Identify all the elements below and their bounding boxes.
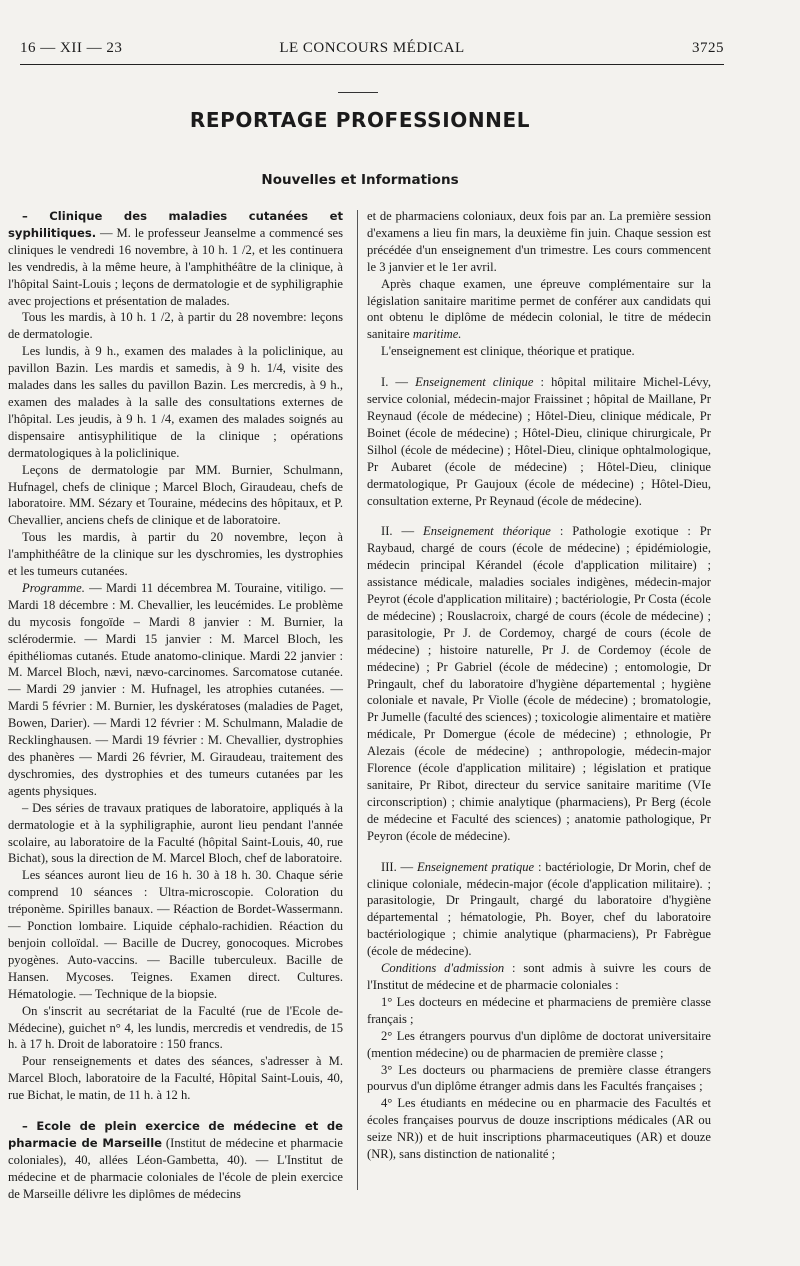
paragraph-text: : hôpital militaire Michel-Lévy, service colonial, médecin-major Fraissinet ; hôpital de Maillane, Pr Reynaud (école de médecine) ; Hôtel-Dieu, clinique médicale, Pr Boinet (école de médecine) ; Hôtel-Dieu, clinique chirurgicale, Pr Silhol (école de médecine) ; Hôtel-Dieu, clinique ophtalmologique, Pr Aubaret (école de médecine) ; Hôtel-Dieu, clinique dermatologique, Pr Gaujoux (école de médecine) ; Hôtel-Dieu, consultation externe, Pr Reynaud (école de médecine). — [367, 375, 712, 508]
left-column — [8, 208, 343, 1203]
paragraph-text: : Pathologie exotique : Pr Raybaud, chargé de cours (école de médecine) ; épidémiologie, médecin principal Kérandel (école d'application militaire) ; assistance médicale, maladies sociales indigènes, médecin-major Peyrot (école d'application militaire) ; bactériologie, Pr Costa (école de médecine) ; Rouslacroix, chargé de cours (école de médecine) ; parasitologie, Pr J. de Cordemoy, chargé de cours (école de médecine) ; histoire naturelle, Pr J. de Cordemoy (école de médecine) ; Pr Gabriel (école de médecine) ; entomologie, Dr Pringault, chef du laboratoire d'hygiène départemental ; hygiène coloniale et navale, Pr Violle (école de médecine) ; bromatologie, Pr Jumelle (faculté des sciences) ; toxicologie alimentaire et matière médicale, Pr Domergue (école de médecine) ; ethnologie, Pr Alezais (école de médecine) ; anthropologie, médecin-major Florence (école d'application militaire) ; législation et pratique sanitaire, Pr Ribot, directeur du service sanitaire maritime (VIe circonscription) ; chimie analytique (pharmaciens), Pr Berg (école de médecine et Faculté des sciences) ; anatomie pathologique, Pr Peyron (école de médecine). — [367, 524, 712, 843]
paragraph: Leçons de dermatologie par MM. Burnier, Schulmann, Hufnagel, chefs de clinique ; Marcel Bloch, Giraudeau, chefs de laboratoire. MM. Sézary et Touraine, médecins des hôpitaux, et P. Chevallier, anciens chefs de clinique et de laboratoire. — [8, 462, 343, 528]
paragraph: On s'inscrit au secrétariat de la Faculté (rue de l'Ecole de-Médecine), guichet n° 4, les lundis, mercredis et vendredis, de 15 h. à 17 h. Droit de laboratoire : 150 francs. — [8, 1003, 343, 1052]
paragraph — [367, 859, 711, 960]
list-item: 4° Les étudiants en médecine ou en pharmacie des Facultés et écoles françaises pourvus de douze inscriptions médicales (AR ou seize NR)) et de huit inscriptions pharmaceutiques (AR) et douze (NR), sans distinction de nationalité ; — [367, 1096, 711, 1162]
list-item: 2° Les étrangers pourvus d'un diplôme de doctorat universitaire (mention médecine) ou de pharmacien de première classe ; — [367, 1028, 711, 1060]
right-column — [367, 208, 711, 1163]
paragraph: – Des séries de travaux pratiques de laboratoire, appliqués à la dermatologie et à la syphiligraphie, auront lieu pendant l'année scolaire, au laboratoire de la Faculté (hôpital Saint-Louis, 40, rue Bichat), sous la direction de M. Marcel Bloch, chef de laboratoire. — [8, 800, 343, 866]
paragraph-text: — Mardi 11 décembrea M. Touraine, vitiligo. — Mardi 18 décembre : M. Chevallier, les leucémides. Le problème du mycosis fongoïde – Mardi 8 janvier : M. Burnier, la sclérodermie. — Mardi 15 janvier : M. Marcel Bloch, les épithéliomas cutanés. Etude anatomo-clinique. Mardi 22 janvier : M. Marcel Bloch, nævi, nævo-carcinomes. Sarcomatose cutanée. — Mardi 29 janvier : M. Hufnagel, les atrophies cutanées. — Mardi 5 février : M. Burnier, les dyskératoses (maladies de Paget, Bowen, Darier). — Mardi 12 février : M. Schulmann, Maladie de Recklinghausen. — Mardi 19 février : M. Chevallier, dystrophies des phanères — Mardi 26 février, M. Giraudeau, traitement des dyschromies, des dystrophies et des tumeurs cutanées par les agents physiques. — [8, 580, 343, 798]
paragraph-text: : bactériologie, Dr Morin, chef de clinique coloniale, médecin-major (école d'application militaire). ; parasitologie, Dr Pringault, chargé du laboratoire d'hygiène départemental ; hématologie, Ph. Boyer, chef du laboratoire bactériologique ; chimie analytique (pharmaciens), Pr Fabrègue (école de médecine). — [367, 859, 712, 959]
journal-title: LE CONCOURS MÉDICAL — [279, 40, 465, 56]
paragraph: Les séances auront lieu de 16 h. 30 à 18 h. 30. Chaque série comprend 10 séances : Ultra-microscopie. Coloration du tréponème. Spirilles banaux. — Réaction de Bordet-Wassermann. — Ponction lombaire. Liquide céphalo-rachidien. Réaction du benjoin colloïdal. — Bacille de Ducrey, gonocoques. Microbes pyogènes. Auto-vaccins. — Bacille tuberculeux. Bacille de Hansen. Mycoses. Teignes. Examen direct. Cultures. Hématologie. — Technique de la biopsie. — [8, 868, 343, 1001]
list-item: 1° Les docteurs en médecine et pharmaciens de première classe français ; — [367, 994, 711, 1026]
paragraph-text: : sont admis à suivre les cours de l'Institut de médecine et de pharmacie coloniales : — [367, 961, 711, 992]
paragraph-text: — M. le professeur Jeanselme a commencé ses cliniques le vendredi 16 novembre, à 10 h. 1 /2, et les continuera les vendredis, à la même heure, à l'amphithéâtre de la clinique, à l'hôpital Saint-Louis ; leçons de dermatologie et de syphiligraphie avec projections et présentation de malades. — [8, 225, 343, 308]
article-heading: – Clinique des maladies cutanées et syphilitiques. — [8, 209, 343, 240]
paragraph — [8, 580, 343, 800]
paragraph-text: Après chaque examen, une épreuve complémentaire sur la législation sanitaire maritime permet de conférer aux candidats qui ont obtenu le diplôme de médecin colonial, le titre de médecin sanitaire — [367, 276, 711, 342]
section-number: II. — — [381, 524, 424, 539]
section-label: Enseignement pratique — [417, 859, 535, 874]
header-rule — [20, 64, 724, 65]
paragraph — [367, 960, 711, 994]
section-number: III. — — [381, 859, 417, 874]
section-label: Enseignement clinique — [415, 375, 534, 390]
page-number: 3725 — [692, 40, 724, 56]
paragraph-text: (Institut de médecine et pharmacie coloniales), 40, allées Léon-Gambetta, 40). — L'Institut de médecine et de pharmacie coloniales de l'école de plein exercice de Marseille délivre les diplômes de médecins — [8, 1135, 343, 1201]
column-divider — [357, 210, 358, 1190]
program-label: Programme. — [22, 580, 85, 595]
paragraph: Pour renseignements et dates des séances, s'adresser à M. Marcel Bloch, laboratoire de la Faculté, Hôpital Saint-Louis, 40, rue Bichat, le matin, de 11 h. à 12 h. — [8, 1054, 343, 1103]
paragraph — [367, 523, 711, 844]
paragraph — [367, 276, 711, 344]
article-heading: – Ecole de plein exercice de médecine et de pharmacie de Marseille — [8, 1119, 343, 1150]
title-ornament — [338, 92, 378, 93]
paragraph: Tous les mardis, à 10 h. 1 /2, à partir du 28 novembre: leçons de dermatologie. — [8, 310, 343, 342]
section-label: Conditions d'admission — [381, 961, 505, 976]
paragraph: et de pharmaciens coloniaux, deux fois par an. La première session d'examens a lieu fin mars, la deuxième fin juin. Chaque session est précédée d'un enseignement d'un trimestre. Les cours commencent le 3 janvier et le 1er avril. — [367, 209, 711, 274]
paragraph-italic: maritime. — [412, 327, 462, 342]
paragraph — [8, 1118, 343, 1203]
list-item: 3° Les docteurs ou pharmaciens de première classe étrangers pourvus d'un diplôme étranger admis dans les Facultés françaises ; — [367, 1062, 711, 1094]
running-head — [20, 40, 724, 64]
section-number: I. — — [381, 375, 416, 390]
section-title: REPORTAGE PROFESSIONNEL — [189, 108, 531, 132]
paragraph: Tous les mardis, à partir du 20 novembre, leçon à l'amphithéâtre de la clinique sur les dyschromies, les dystrophies et les tumeurs cutanées. — [8, 530, 343, 579]
paragraph — [367, 374, 711, 509]
paragraph: L'enseignement est clinique, théorique et pratique. — [381, 344, 635, 359]
issue-date: 16 — XII — 23 — [20, 40, 123, 56]
paragraph: Les lundis, à 9 h., examen des malades à la policlinique, au pavillon Bazin. Les mardis et samedis, à 9 h. 1/4, visite des malades dans les salles du pavillon Bazin. Les mercredis, à 9 h., examen des malades à la salle des consultations externes de l'hôpital. Les jeudis, à 9 h. 1 /4, examen des malades soignés au dispensaire antisyphilitique de la clinique ; opérations dermatologiques à la policlinique. — [8, 344, 343, 460]
section-subtitle: Nouvelles et Informations — [261, 172, 459, 188]
section-label: Enseignement théorique — [423, 524, 551, 539]
paragraph — [8, 208, 343, 309]
